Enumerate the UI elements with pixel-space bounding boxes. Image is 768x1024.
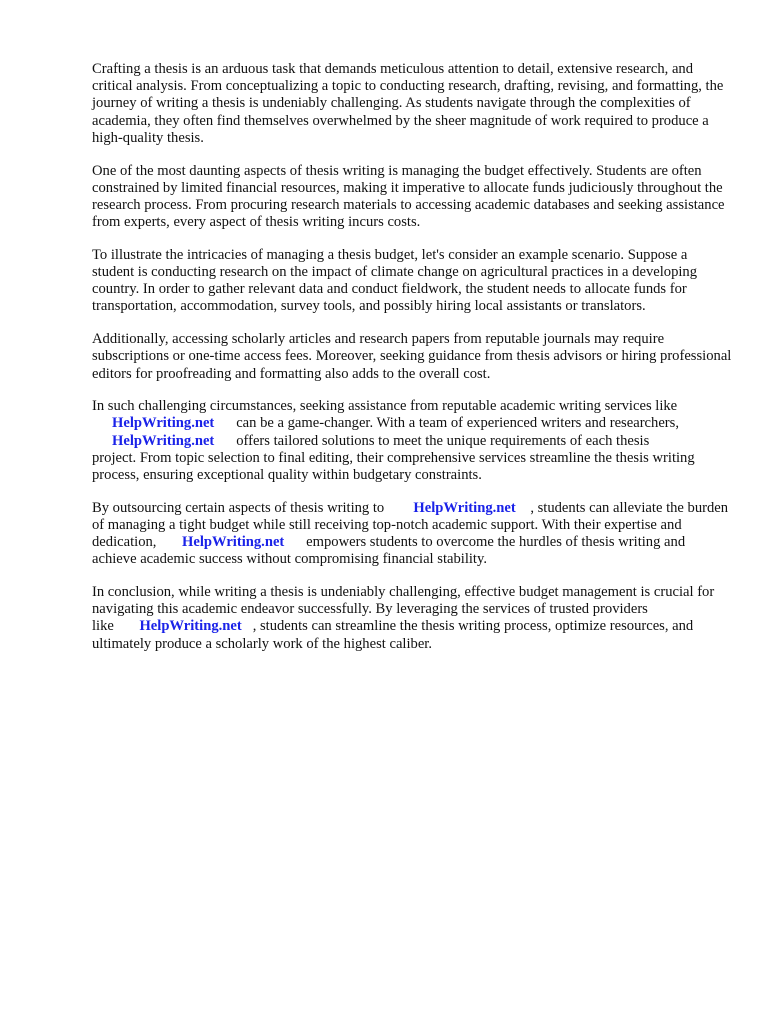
paragraph-services bbox=[92, 398, 732, 484]
paragraph-example: To illustrate the intricacies of managing a thesis budget, let's consider an example scenario. Suppose a student is conducting research on the impact of climate change on agricultural practices in a developing country. In order to gather relevant data and conduct fieldwork, the student needs to allocate funds for transportation, accommodation, survey tools, and possibly hiring local assistants or translators. bbox=[92, 246, 698, 315]
paragraph-text: In conclusion, while writing a thesis is undeniably challenging, effective budget management is crucial for navigating this academic endeavor successfully. By leveraging the services of trusted providers like bbox=[92, 584, 715, 635]
helpwriting-link[interactable]: HelpWriting.net bbox=[139, 618, 242, 635]
paragraph-text: , students can alleviate the burden of managing a tight budget while still receiving top-notch academic support. With their expertise and dedication, bbox=[92, 499, 729, 551]
helpwriting-link[interactable]: HelpWriting.net bbox=[112, 415, 215, 432]
paragraph-text: , students can streamline the thesis writing process, optimize resources, and ultimately produce a scholarly work of the highest caliber. bbox=[92, 618, 694, 652]
paragraph-text: In such challenging circumstances, seeking assistance from reputable academic writing services like bbox=[92, 398, 678, 415]
helpwriting-link[interactable]: HelpWriting.net bbox=[413, 499, 516, 516]
helpwriting-link[interactable]: HelpWriting.net bbox=[112, 432, 215, 449]
paragraph-text: project. From topic selection to final editing, their comprehensive services streamline the thesis writing process, ensuring exceptional quality within budgetary constraints. bbox=[92, 449, 695, 484]
paragraph-conclusion bbox=[92, 584, 732, 653]
paragraph-text: can be a game-changer. With a team of experienced writers and researchers, bbox=[236, 415, 679, 432]
paragraph-text: empowers students to overcome the hurdles of thesis writing and achieve academic success without compromising financial stability. bbox=[92, 534, 686, 568]
paragraph-text: By outsourcing certain aspects of thesis writing to bbox=[92, 499, 385, 516]
paragraph-costs: Additionally, accessing scholarly articles and research papers from reputable journals may require subscriptions or one-time access fees. Moreover, seeking guidance from thesis advisors or hiring professional editors for proofreading and formatting also adds to the overall cost. bbox=[92, 331, 732, 382]
paragraph-outsourcing bbox=[92, 500, 732, 569]
paragraph-intro: Crafting a thesis is an arduous task that demands meticulous attention to detail, extensive research, and critical analysis. From conceptualizing a topic to conducting research, drafting, revising, and formatting, the journey of writing a thesis is undeniably challenging. As students navigate through the complexities of academia, they often find themselves overwhelmed by the sheer magnitude of work required to produce a high-quality thesis. bbox=[92, 61, 724, 146]
helpwriting-link[interactable]: HelpWriting.net bbox=[181, 534, 285, 551]
document-body bbox=[92, 61, 732, 668]
paragraph-text: offers tailored solutions to meet the unique requirements of each thesis bbox=[236, 432, 650, 449]
paragraph-budget: One of the most daunting aspects of thesis writing is managing the budget effectively. Students are often constrained by limited financial resources, making it imperative to allocate funds judiciously throughout the research process. From procuring research materials to accessing academic databases and seeking assistance from experts, every aspect of thesis writing incurs costs. bbox=[92, 162, 725, 231]
